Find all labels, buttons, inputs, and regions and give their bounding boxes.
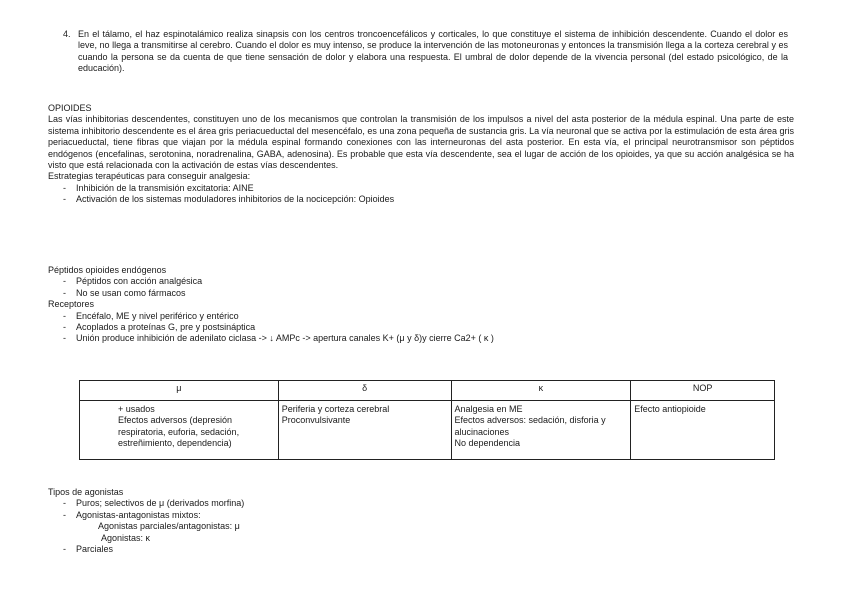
list-item: - Unión produce inhibición de adenilato ciclasa -> ↓ AMPc -> apertura canales K+ (μ y δ)y cierre Ca2+ ( κ ) — [63, 333, 494, 344]
receptores-title: Receptores — [48, 299, 95, 310]
cell-delta: Periferia y corteza cerebral Proconvulsivante — [278, 401, 451, 460]
list-item: - Puros; selectivos de μ (derivados morfina) — [63, 498, 245, 509]
strategies-title: Estrategias terapéuticas para conseguir analgesia: — [48, 171, 251, 182]
list-item: - No se usan como fármacos — [63, 287, 186, 298]
header-kappa: κ — [451, 381, 631, 401]
strategies-list — [48, 183, 794, 206]
list-item: - Activación de los sistemas moduladores inhibitorios de la nocicepción: Opioides — [63, 194, 395, 205]
header-mu: μ — [80, 381, 279, 401]
cell-kappa: Analgesia en ME Efectos adversos: sedación, disforia y alucinaciones No dependencia — [451, 401, 631, 460]
opioides-paragraph: Las vías inhibitorias descendentes, constituyen uno de los mecanismos que controlan la transmisión de los impulsos a nivel del asta posterior de la médula espinal. Una parte de este sistema inhibitorio descendente es el área gris periacueductal del mesencéfalo, es una zona pequeña de sustancia gris. La vía neuronal que se activa por la estimulación de esta área gris periacueductal, tiene fibras que viajan por la médula espinal formando conexiones con las interneuronas del asta posterior. En esta vía, el principal neurotransmisor son péptidos endógenos (encefalinas, serotonina, noradrenalina, GABA, adenosina). Es probable que esta vía descendente, sea el lugar de acción de los opioides, ya que su acción analgésica se ha visto que está relacionada con la activación de estas vías descendentes. — [48, 114, 794, 171]
agonistas-list — [48, 498, 794, 521]
receptor-table — [79, 380, 775, 460]
table-header-row — [80, 381, 775, 401]
peptidos-title: Péptidos opioides endógenos — [48, 265, 167, 275]
cell-nop: Efecto antiopioide — [631, 401, 775, 460]
sublist-item: Agonistas: κ — [101, 532, 151, 543]
item-number: 4. — [63, 29, 71, 39]
peptidos-receptores-section — [48, 265, 794, 345]
receptores-list — [48, 311, 794, 345]
list-item: - Inhibición de la transmisión excitatoria: AINE — [63, 182, 254, 193]
item-4-text: En el tálamo, el haz espinotalámico realiza sinapsis con los centros troncoencefálicos y corticales, lo que constituye el sistema de inhibición descendente. Cuando el dolor es leve, no llega a transmitirse al cerebro. Cuando el dolor es muy intenso, se produce la intervención de las motoneuronas y entonces la transmisión llega a la corteza cerebral y es cuando la persona se da cuenta de que tiene sensación de dolor y elabora una respuesta. El umbral de dolor depende de la vivencia personal (del estado psicológico, de la educación). — [78, 29, 788, 74]
list-item: - Parciales — [63, 544, 114, 555]
table-row — [80, 401, 775, 460]
list-item: - Acoplados a proteínas G, pre y postsináptica — [63, 322, 256, 333]
header-delta: δ — [278, 381, 451, 401]
agonistas-section — [48, 487, 794, 555]
list-item: - Agonistas-antagonistas mixtos: — [63, 509, 201, 520]
section-heading-opioides: OPIOIDES — [48, 103, 92, 113]
opioides-section — [48, 103, 794, 206]
list-item: - Péptidos con acción analgésica — [63, 276, 203, 287]
list-item: - Encéfalo, ME y nivel periférico y entérico — [63, 310, 239, 321]
peptidos-list — [48, 276, 794, 299]
agonistas-list-2 — [48, 544, 794, 555]
header-nop: NOP — [631, 381, 775, 401]
numbered-item-4 — [48, 29, 788, 75]
sublist-item: Agonistas parciales/antagonistas: μ — [98, 521, 240, 532]
agonistas-title: Tipos de agonistas — [48, 487, 124, 497]
cell-mu: + usados Efectos adversos (depresión respiratoria, euforia, sedación, estreñimiento, dependencia) — [80, 401, 279, 460]
